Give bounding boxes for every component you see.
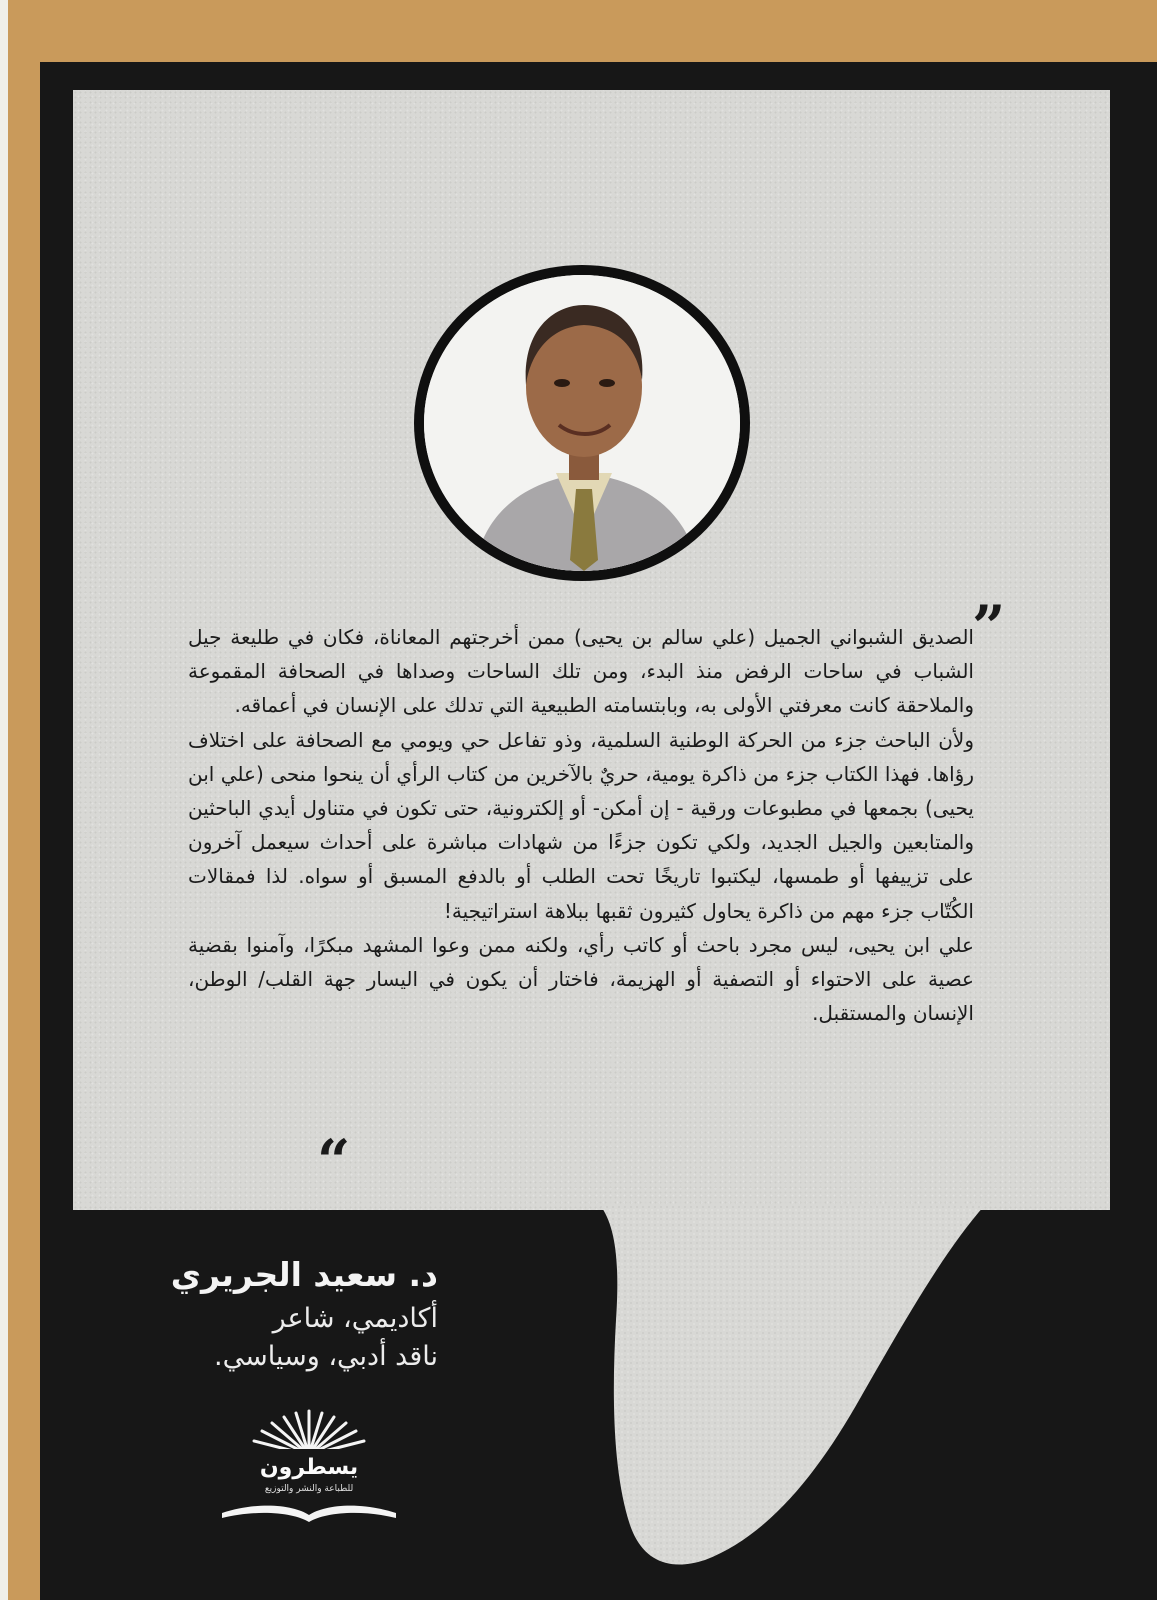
author-description — [110, 1300, 438, 1376]
publisher-name: يسطرون — [259, 1455, 359, 1480]
closing-quote-mark: “ — [317, 1127, 351, 1195]
publisher-tagline: للطباعة والنشر والتوزيع — [264, 1484, 354, 1494]
author-role-line: ناقد أدبي، وسياسي. — [214, 1341, 438, 1372]
author-role-line: أكاديمي، شاعر — [272, 1303, 438, 1334]
publisher-logo — [214, 1405, 404, 1530]
opening-quote-mark: ” — [972, 593, 1006, 661]
quote-paragraph: الصديق الشبواني الجميل (علي سالم بن يحيى) ممن أخرجتهم المعاناة، فكان في طليعة جيل الشباب في ساحات الرفض منذ البدء، ومن تلك الساحات وصداها في الصحافة المقموعة والملاحقة كانت معرفتي الأولى به، وبابتسامته الطبيعية التي تدلك على الإنسان في أعماقه. — [188, 625, 974, 718]
person-photo-icon — [424, 275, 740, 571]
author-portrait — [414, 265, 750, 581]
quote-body — [188, 620, 974, 1030]
quote-paragraph: علي ابن يحيى، ليس مجرد باحث أو كاتب رأي، ولكنه ممن وعوا المشهد مبكرًا، وآمنوا بقضية عصية على الاحتواء أو التصفية أو الهزيمة، فاختار أن يكون في اليسار جهة القلب/ الوطن، الإنسان والمستقبل. — [188, 932, 974, 1026]
author-name: د. سعيد الجريري — [170, 1255, 438, 1294]
quote-paragraph: ولأن الباحث جزء من الحركة الوطنية السلمية، وذو تفاعل حي ويومي مع الصحافة على اختلاف رؤاها. فهذا الكتاب جزء من ذاكرة يومية، حريٌ بالآخرين من كتاب الرأي أن ينحوا منحى (علي ابن يحيى) بجمعها في مطبوعات ورقية - إن أمكن- أو إلكترونية، حتى تكون في متناول أيدي الباحثين والمتابعين والجيل الجديد، ولكي تكون جزءًا من شهادات مباشرة على أحداث سيعمل آخرون على تزييفها أو طمسها، ليكتبوا تاريخًا تحت الطلب أو بالدفع المسبق أو سواه. لذا فمقالات الكُتّاب جزء مهم من ذاكرة يحاول كثيرون ثقبها ببلاهة استراتيجية! — [188, 727, 974, 923]
